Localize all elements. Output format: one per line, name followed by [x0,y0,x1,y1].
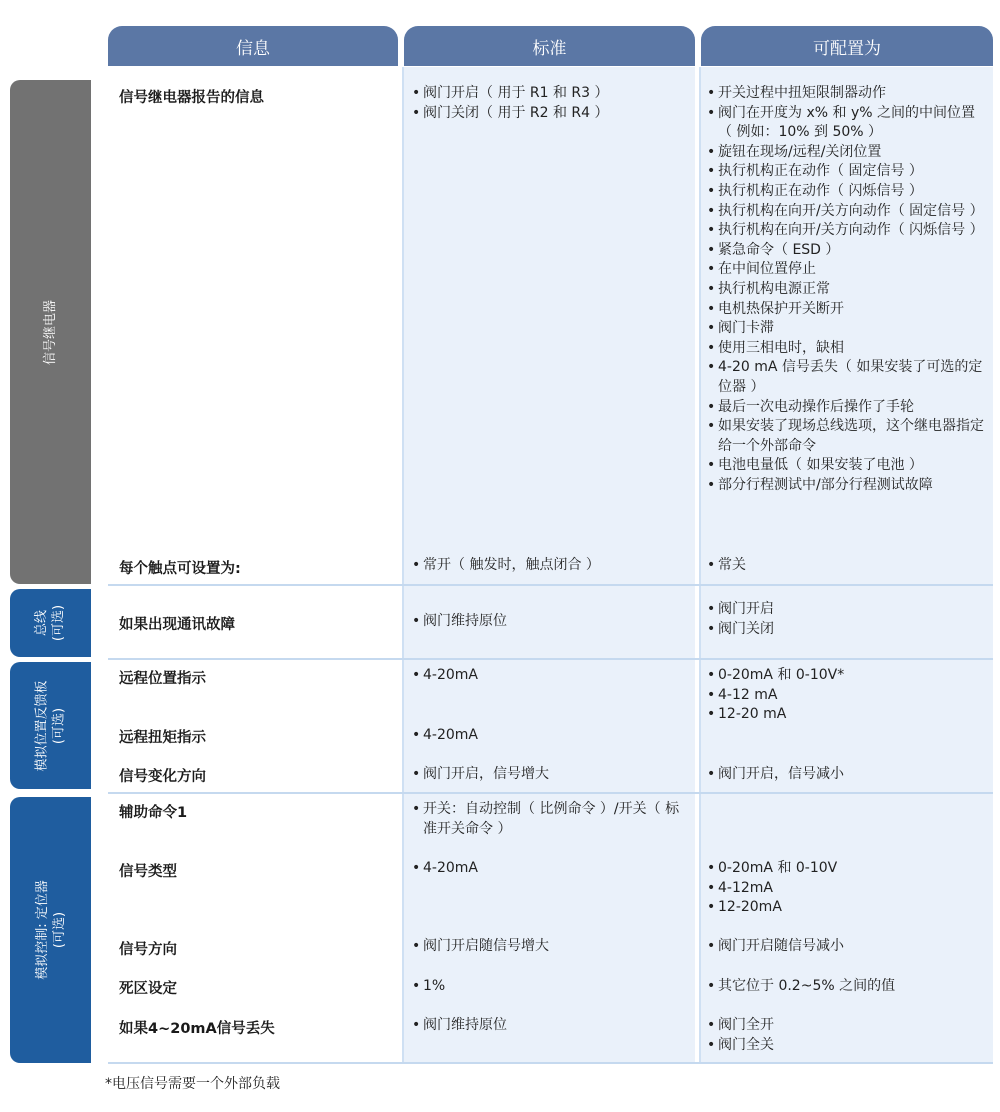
list-item: • 阀门维持原位 [412,1016,687,1036]
configurable-cell [707,937,987,957]
section-tab-label: 总线 [34,610,50,637]
configurable-cell [707,1016,987,1055]
configurable-cell [707,666,987,725]
list-item: • 阀门开启，信号增大 [412,765,687,785]
list-item: • 电池电量低（ 如果安装了电池 ） [707,456,987,476]
section-tab-analog-feedback [10,662,91,789]
list-item: • 常开（ 触发时，触点闭合 ） [412,556,687,576]
list-item: • 执行机构正在动作（ 固定信号 ） [707,162,987,182]
standard-cell [412,977,687,997]
list-item: • 阀门开启（ 用于 R1 和 R3 ） [412,84,687,104]
standard-cell [412,1016,687,1036]
standard-cell [412,726,687,746]
standard-cell [412,666,687,686]
list-item: • 阀门开启随信号减小 [707,937,987,957]
list-item: • 阀门开启 [707,600,987,620]
list-item: • 旋钮在现场/远程/关闭位置 [707,143,987,163]
row-label-signal-direction-feedback: 信号变化方向 [119,769,206,785]
list-item: • 0-20mA 和 0-10V [707,859,987,879]
standard-cell [412,859,687,879]
list-item: • 电机热保护开关断开 [707,300,987,320]
standard-cell [412,765,687,785]
section-tab-sublabel: (可选) [51,604,67,642]
section-divider [108,792,993,794]
list-item: • 4-20mA [412,726,687,746]
list-item: • 阀门关闭 [707,620,987,640]
configurable-cell [707,765,987,785]
configurable-cell [707,600,987,639]
list-item: • 开关过程中扭矩限制器动作 [707,84,987,104]
row-label-signal-type: 信号类型 [119,864,177,880]
section-tab-relay [10,80,91,584]
list-item: • 12-20 mA [707,705,987,725]
list-item: • 12-20mA [707,898,987,918]
row-label-signal-loss: 如果4~20mA信号丢失 [119,1021,275,1037]
section-tab-analog-control [10,797,91,1063]
section-tab-bus [10,589,91,657]
list-item: • 在中间位置停止 [707,260,987,280]
column-divider [699,67,701,1063]
header-configurable: 可配置为 [701,26,993,66]
list-item: • 如果安装了现场总线选项，这个继电器指定给一个外部命令 [707,417,987,456]
configurable-cell [707,556,987,576]
list-item: • 1% [412,977,687,997]
list-item: • 最后一次电动操作后操作了手轮 [707,398,987,418]
list-item: • 使用三相电时，缺相 [707,339,987,359]
list-item: • 阀门卡滞 [707,319,987,339]
standard-cell [412,84,687,123]
list-item: • 执行机构正在动作（ 闪烁信号 ） [707,182,987,202]
list-item: • 阀门在开度为 x% 和 y% 之间的中间位置（ 例如：10% 到 50% ） [707,104,987,143]
list-item: • 其它位于 0.2~5% 之间的值 [707,977,987,997]
column-divider [402,67,404,1063]
section-tab-sublabel: (可选) [51,911,67,949]
row-label-relay-info: 信号继电器报告的信息 [119,90,264,106]
list-item: • 紧急命令（ ESD ） [707,241,987,261]
row-label-remote-torque: 远程扭矩指示 [119,730,206,746]
row-label-signal-direction: 信号方向 [119,942,177,958]
section-divider [108,584,993,586]
standard-cell [412,556,687,576]
row-label-aux-command: 辅助命令1 [119,805,188,821]
list-item: • 阀门开启，信号减小 [707,765,987,785]
section-divider [108,1062,993,1064]
list-item: • 阀门关闭（ 用于 R2 和 R4 ） [412,104,687,124]
section-divider [108,658,993,660]
list-item: • 阀门维持原位 [412,612,687,632]
standard-cell [412,800,687,839]
standard-cell [412,612,687,632]
footnote: *电压信号需要一个外部负载 [105,1076,280,1092]
section-tab-label: 模拟位置反馈板 [34,679,50,772]
list-item: • 4-20mA [412,859,687,879]
row-label-bus-fault: 如果出现通讯故障 [119,617,235,633]
row-label-relay-contact: 每个触点可设置为: [119,561,241,577]
header-standard: 标准 [404,26,695,66]
list-item: • 4-12mA [707,879,987,899]
standard-cell [412,937,687,957]
list-item: • 阀门全关 [707,1036,987,1056]
list-item: • 4-20 mA 信号丢失（ 如果安装了可选的定位器 ） [707,358,987,397]
section-tab-sublabel: (可选) [51,707,67,744]
section-tab-label: 模拟控制: 定位器 [34,880,50,980]
list-item: • 执行机构在向开/关方向动作（ 固定信号 ） [707,202,987,222]
list-item: • 常关 [707,556,987,576]
list-item: • 0-20mA 和 0-10V* [707,666,987,686]
row-label-remote-position: 远程位置指示 [119,671,206,687]
header-info: 信息 [108,26,398,66]
section-tab-label: 信号继电器 [42,299,58,365]
configurable-cell [707,977,987,997]
configurable-cell [707,859,987,918]
list-item: • 4-20mA [412,666,687,686]
row-label-deadband: 死区设定 [119,981,177,997]
list-item: • 执行机构在向开/关方向动作（ 闪烁信号 ） [707,221,987,241]
list-item: • 阀门全开 [707,1016,987,1036]
list-item: • 阀门开启随信号增大 [412,937,687,957]
list-item: • 部分行程测试中/部分行程测试故障 [707,476,987,496]
list-item: • 4-12 mA [707,686,987,706]
configurable-cell [707,84,987,495]
list-item: • 执行机构电源正常 [707,280,987,300]
list-item: • 开关：自动控制（ 比例命令 ）/开关（ 标准开关命令 ） [412,800,687,839]
